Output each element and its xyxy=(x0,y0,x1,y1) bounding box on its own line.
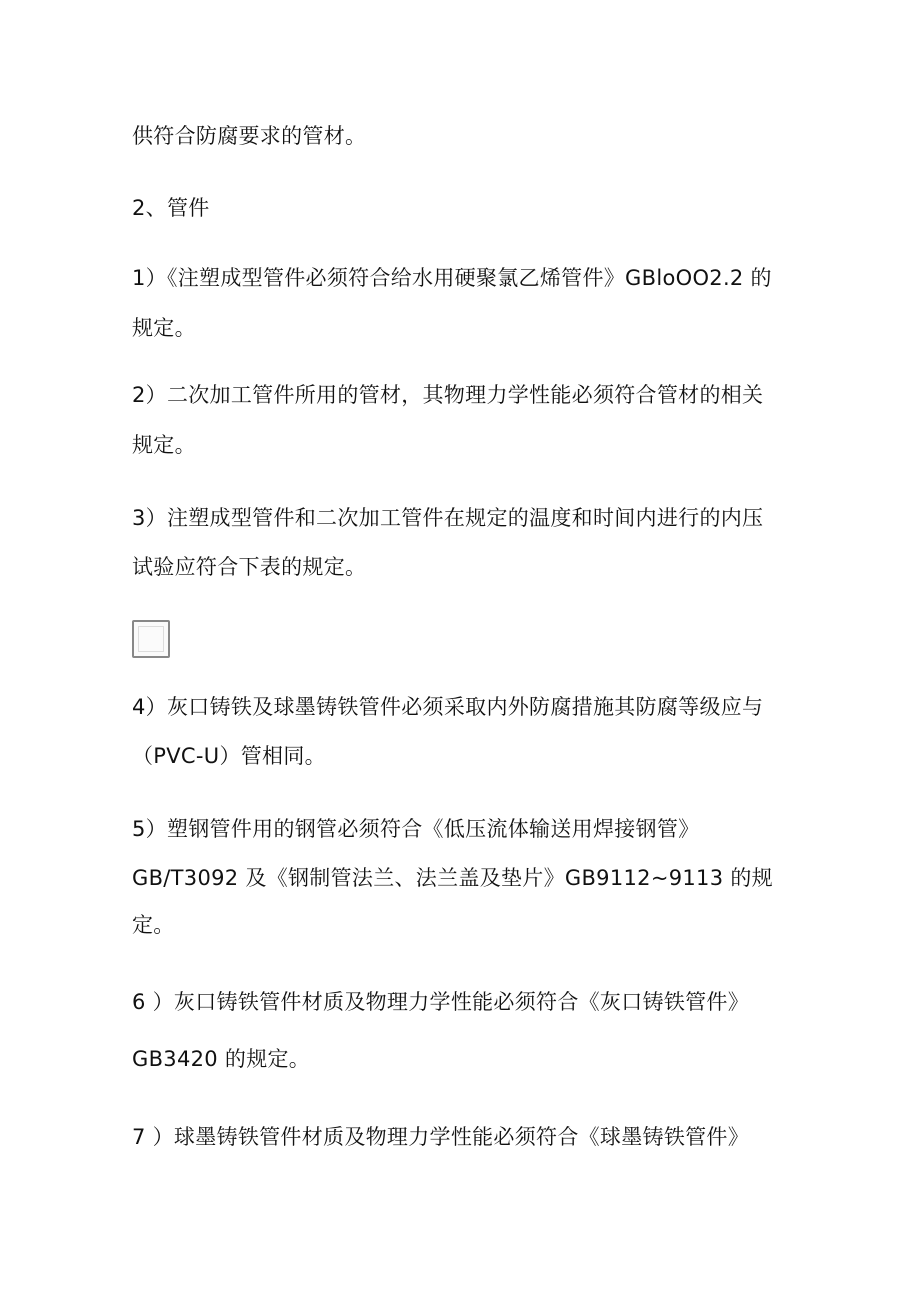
text-line: 5）塑钢管件用的钢管必须符合《低压流体输送用焊接钢管》 xyxy=(132,817,700,841)
section-heading: 2、管件 xyxy=(132,196,210,220)
text-line: 2）二次加工管件所用的管材，其物理力学性能必须符合管材的相关 xyxy=(132,383,764,407)
text-line: 供符合防腐要求的管材。 xyxy=(132,124,367,148)
text-line: 试验应符合下表的规定。 xyxy=(132,555,367,579)
text-line: GB/T3092 及《钢制管法兰、法兰盖及垫片》GB9112~9113 的规 xyxy=(132,866,773,890)
text-line: 规定。 xyxy=(132,433,196,457)
text-line: 7 ）球墨铸铁管件材质及物理力学性能必须符合《球墨铸铁管件》 xyxy=(132,1125,750,1149)
text-line: GB3420 的规定。 xyxy=(132,1047,311,1071)
text-line: 3）注塑成型管件和二次加工管件在规定的温度和时间内进行的内压 xyxy=(132,506,764,530)
text-line: 定。 xyxy=(132,913,175,937)
text-line: 规定。 xyxy=(132,316,196,340)
text-line: 4）灰口铸铁及球墨铸铁管件必须采取内外防腐措施其防腐等级应与 xyxy=(132,695,764,719)
text-line: （PVC-U）管相同。 xyxy=(132,744,326,768)
text-line: 1）《注塑成型管件必须符合给水用硬聚氯乙烯管件》GBloOO2.2 的 xyxy=(132,266,772,290)
text-line: 6 ）灰口铸铁管件材质及物理力学性能必须符合《灰口铸铁管件》 xyxy=(132,990,750,1014)
image-frame xyxy=(138,626,164,652)
embedded-table-image xyxy=(132,620,170,658)
